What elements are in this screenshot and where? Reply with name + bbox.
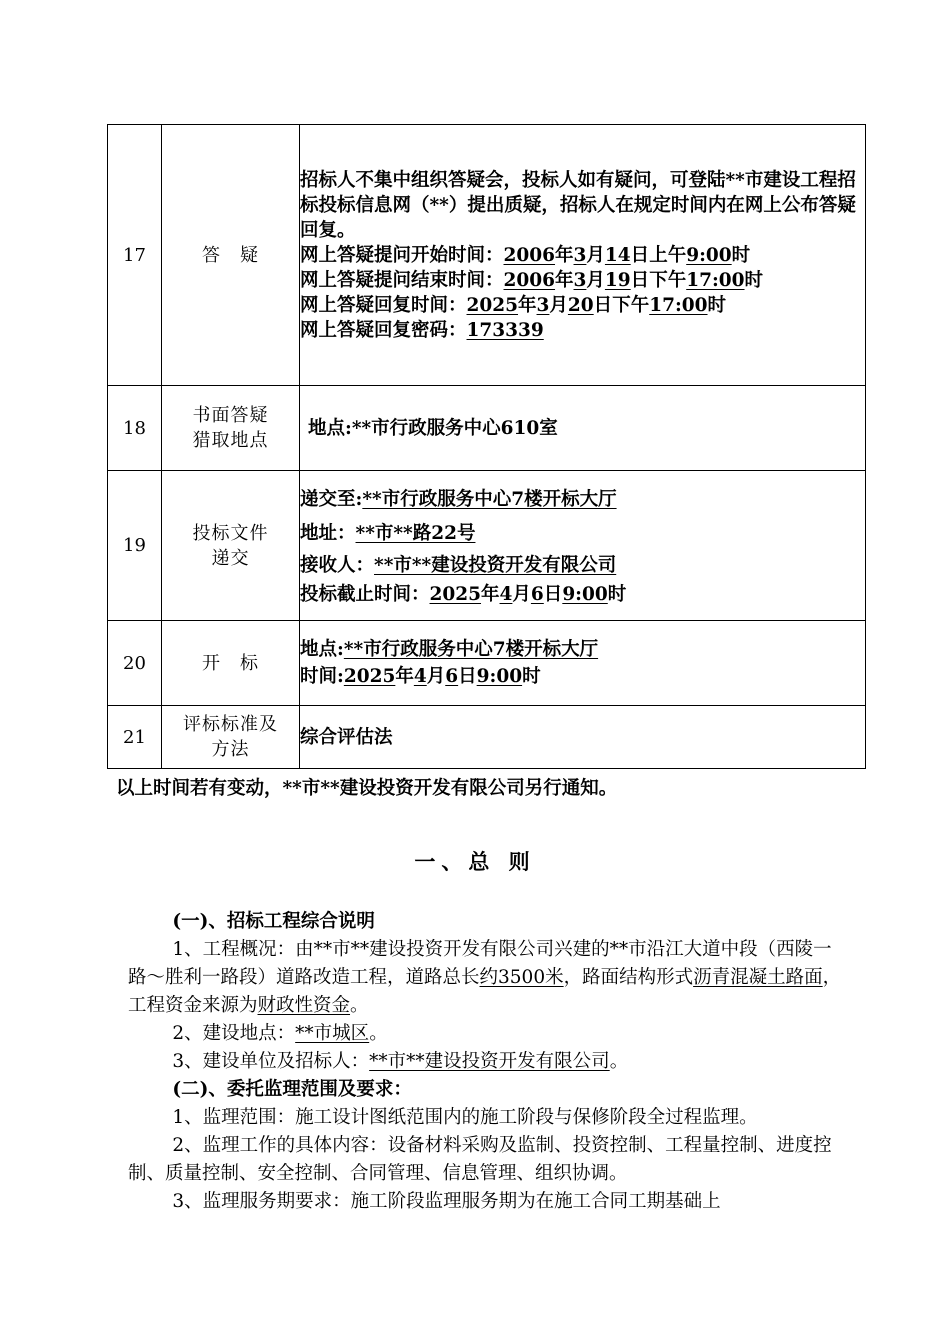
row-number: 20: [108, 621, 162, 706]
row-number: 19: [108, 471, 162, 621]
table-row: [108, 706, 866, 769]
row-number: 18: [108, 386, 162, 471]
paragraph: 2、建设地点：**市城区。: [172, 1023, 388, 1044]
paragraph: 3、建设单位及招标人：**市**建设投资开发有限公司。: [172, 1051, 629, 1072]
qa-start-time: 网上答疑提问开始时间：2006年3月14日上午9:00时: [300, 244, 751, 266]
row-item: 书面答疑 猎取地点: [162, 386, 300, 471]
row-item: 开 标: [162, 621, 300, 706]
paragraph: 3、监理服务期要求：施工阶段监理服务期为在施工合同工期基础上: [172, 1191, 721, 1212]
submit-deadline: 投标截止时间：2025年4月6日9:00时: [300, 583, 627, 605]
section-title: 一、总 则: [414, 849, 536, 874]
row-item: 投标文件 递交: [162, 471, 300, 621]
bid-schedule-table: [107, 124, 866, 769]
table-row: [108, 471, 866, 621]
submit-location: 递交至:**市行政服务中心7楼开标大厅: [300, 488, 617, 510]
row-content: [300, 125, 866, 386]
qa-reply-password: 网上答疑回复密码：173339: [300, 319, 544, 341]
row-content: [300, 621, 866, 706]
row-content: 地点:**市行政服务中心610室: [300, 386, 866, 471]
row-content: 综合评估法: [300, 706, 866, 769]
submit-receiver: 接收人：**市**建设投资开发有限公司: [300, 554, 617, 576]
change-notice: 以上时间若有变动，**市**建设投资开发有限公司另行通知。: [116, 778, 618, 799]
row-content: [300, 471, 866, 621]
subheading: (二)、委托监理范围及要求：: [172, 1079, 412, 1100]
subheading: (一)、招标工程综合说明: [172, 911, 375, 932]
row-item: 答 疑: [162, 125, 300, 386]
row-number: 17: [108, 125, 162, 386]
row-item: 评标标准及 方法: [162, 706, 300, 769]
section-body: [128, 908, 850, 1216]
table-row: [108, 386, 866, 471]
paragraph: 2、监理工作的具体内容：设备材料采购及监制、投资控制、工程量控制、进度控制、质量控制、安全控制、合同管理、信息管理、组织协调。: [128, 1135, 832, 1184]
table-row: [108, 125, 866, 386]
opening-location: 地点:**市行政服务中心7楼开标大厅: [300, 639, 599, 660]
qa-end-time: 网上答疑提问结束时间：2006年3月19日下午17:00时: [300, 269, 764, 291]
paragraph: 1、工程概况：由**市**建设投资开发有限公司兴建的**市沿江大道中段（西陵一路～胜利一路段）道路改造工程，道路总长约3500米，路面结构形式沥青混凝土路面，工程资金来源为财政性资金。: [128, 939, 842, 1016]
row-number: 21: [108, 706, 162, 769]
submit-address: 地址：**市**路22号: [300, 522, 476, 544]
qa-reply-time: 网上答疑回复时间：2025年3月20日下午17:00时: [300, 294, 727, 316]
opening-time: 时间:2025年4月6日9:00时: [300, 666, 541, 687]
table-row: [108, 621, 866, 706]
paragraph: 1、监理范围：施工设计图纸范围内的施工阶段与保修阶段全过程监理。: [172, 1107, 758, 1128]
qa-intro: 招标人不集中组织答疑会，投标人如有疑问，可登陆**市建设工程招标投标信息网（**）提出质疑，招标人在规定时间内在网上公布答疑回复。: [300, 169, 856, 241]
